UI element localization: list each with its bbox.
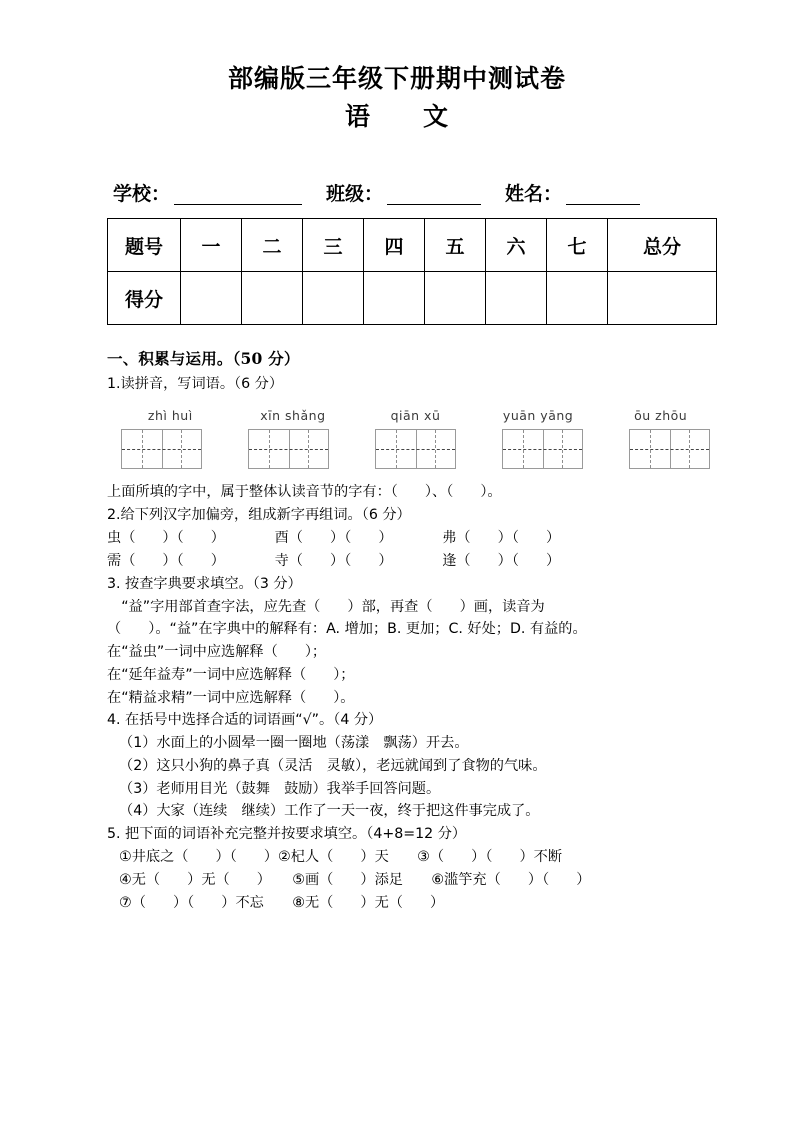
column-header-6: 六 xyxy=(486,219,547,272)
tianzige-box-2[interactable] xyxy=(248,429,329,469)
grid-horizontal-guide-icon xyxy=(249,449,328,450)
question-3-line-1[interactable]: “益”字用部首查字法，应先查（ ）部，再查（ ）画，读音为 xyxy=(107,598,545,615)
question-5-line-1[interactable]: ①井底之（ ）（ ）②杞人（ ）天 ③（ ）（ ）不断 xyxy=(119,849,563,866)
score-cell-5[interactable] xyxy=(425,272,486,325)
character-grid-row xyxy=(107,429,710,469)
column-header-4: 四 xyxy=(364,219,425,272)
grid-vertical-guide-left-icon xyxy=(396,430,397,468)
score-cell-3[interactable] xyxy=(303,272,364,325)
grid-horizontal-guide-icon xyxy=(503,449,582,450)
grid-vertical-guide-left-icon xyxy=(269,430,270,468)
pinyin-5: ōu zhōu xyxy=(634,408,688,424)
tianzige-box-3[interactable] xyxy=(375,429,456,469)
name-input-blank[interactable] xyxy=(566,189,640,205)
tianzige-box-4[interactable] xyxy=(502,429,583,469)
page-title: 部编版三年级下册期中测试卷 xyxy=(227,64,566,93)
question-1-followup: 上面所填的字中，属于整体认读音节的字有：（ ）、（ ）。 xyxy=(107,484,502,501)
question-2-line-1[interactable]: 虫（ ）（ ） 酉（ ）（ ） 弗（ ）（ ） xyxy=(107,530,561,547)
pinyin-row xyxy=(107,408,710,423)
grid-vertical-guide-right-icon xyxy=(308,430,309,468)
section-heading-1: 一、积累与运用。（50 分） xyxy=(107,349,300,369)
school-field[interactable] xyxy=(113,179,308,206)
score-cell-1[interactable] xyxy=(181,272,242,325)
class-field[interactable] xyxy=(326,179,487,206)
school-label: 学校： xyxy=(113,183,171,206)
column-header-1: 一 xyxy=(181,219,242,272)
score-cell-6[interactable] xyxy=(486,272,547,325)
question-2-prompt: 2.给下列汉字加偏旁，组成新字再组词。（6 分） xyxy=(107,507,411,524)
pinyin-1: zhì huì xyxy=(147,408,193,424)
question-4-item-1[interactable]: （1）水面上的小圆晕一圈一圈地（荡漾 飘荡）开去。 xyxy=(119,735,469,752)
grid-vertical-guide-right-icon xyxy=(689,430,690,468)
column-header-total: 总分 xyxy=(608,219,717,272)
question-3-line-5[interactable]: 在“精益求精”一词中应选解释（ ）。 xyxy=(107,689,355,706)
column-header-2: 二 xyxy=(242,219,303,272)
name-label: 姓名： xyxy=(505,183,563,206)
question-5-line-2[interactable]: ④无（ ）无（ ） ⑤画（ ）添足 ⑥滥竽充（ ）（ ） xyxy=(119,871,591,888)
question-4-item-2[interactable]: （2）这只小狗的鼻子真（灵活 灵敏），老远就闻到了食物的气味。 xyxy=(119,758,547,774)
tianzige-box-5[interactable] xyxy=(629,429,710,469)
page-subtitle: 语 文 xyxy=(344,101,449,131)
column-header-5: 五 xyxy=(425,219,486,272)
question-1-prompt: 1.读拼音，写词语。（6 分） xyxy=(107,376,284,393)
row-header-score: 得分 xyxy=(108,272,181,325)
exam-content xyxy=(107,347,710,914)
table-row-scores xyxy=(108,272,717,325)
pinyin-4: yuān yāng xyxy=(502,408,574,424)
question-4-prompt: 4. 在括号中选择合适的词语画“√”。（4 分） xyxy=(107,712,383,729)
column-header-7: 七 xyxy=(547,219,608,272)
question-5-prompt: 5. 把下面的词语补充完整并按要求填空。（4+8=12 分） xyxy=(107,826,467,843)
question-3-line-4[interactable]: 在“延年益寿”一词中应选解释（ ）； xyxy=(107,666,355,683)
grid-horizontal-guide-icon xyxy=(122,449,201,450)
pinyin-3: qiān xū xyxy=(390,408,441,424)
grid-vertical-guide-left-icon xyxy=(142,430,143,468)
grid-vertical-guide-left-icon xyxy=(650,430,651,468)
tianzige-box-1[interactable] xyxy=(121,429,202,469)
school-input-blank[interactable] xyxy=(174,189,302,205)
pinyin-2: xīn shǎng xyxy=(260,408,326,424)
score-cell-2[interactable] xyxy=(242,272,303,325)
table-row-question-numbers xyxy=(108,219,717,272)
score-cell-7[interactable] xyxy=(547,272,608,325)
name-field[interactable] xyxy=(505,179,646,206)
question-2-line-2[interactable]: 需（ ）（ ） 寺（ ）（ ） 逢（ ）（ ） xyxy=(107,552,561,569)
score-cell-total[interactable] xyxy=(608,272,717,325)
question-3-line-3[interactable]: 在“益虫”一词中应选解释（ ）； xyxy=(107,644,327,661)
grid-vertical-guide-right-icon xyxy=(181,430,182,468)
question-3-line-2[interactable]: （ ）。“益”在字典中的解释有：A. 增加；B. 更加；C. 好处；D. 有益的。 xyxy=(107,621,587,638)
grid-horizontal-guide-icon xyxy=(630,449,709,450)
student-info-row xyxy=(113,179,794,206)
question-4-item-4[interactable]: （4）大家（连续 继续）工作了一天一夜，终于把这件事完成了。 xyxy=(119,803,540,820)
grid-vertical-guide-right-icon xyxy=(562,430,563,468)
score-cell-4[interactable] xyxy=(364,272,425,325)
question-3-prompt: 3. 按查字典要求填空。（3 分） xyxy=(107,575,302,592)
grid-vertical-guide-right-icon xyxy=(435,430,436,468)
score-table xyxy=(107,218,717,325)
question-4-item-3[interactable]: （3）老师用目光（鼓舞 鼓励）我举手回答问题。 xyxy=(119,780,441,797)
column-header-3: 三 xyxy=(303,219,364,272)
grid-horizontal-guide-icon xyxy=(376,449,455,450)
question-5-line-3[interactable]: ⑦（ ）（ ）不忘 ⑧无（ ）无（ ） xyxy=(119,894,445,911)
class-label: 班级： xyxy=(326,183,384,206)
row-header-question-number: 题号 xyxy=(108,219,181,272)
title-block xyxy=(0,62,794,135)
class-input-blank[interactable] xyxy=(387,189,481,205)
grid-vertical-guide-left-icon xyxy=(523,430,524,468)
